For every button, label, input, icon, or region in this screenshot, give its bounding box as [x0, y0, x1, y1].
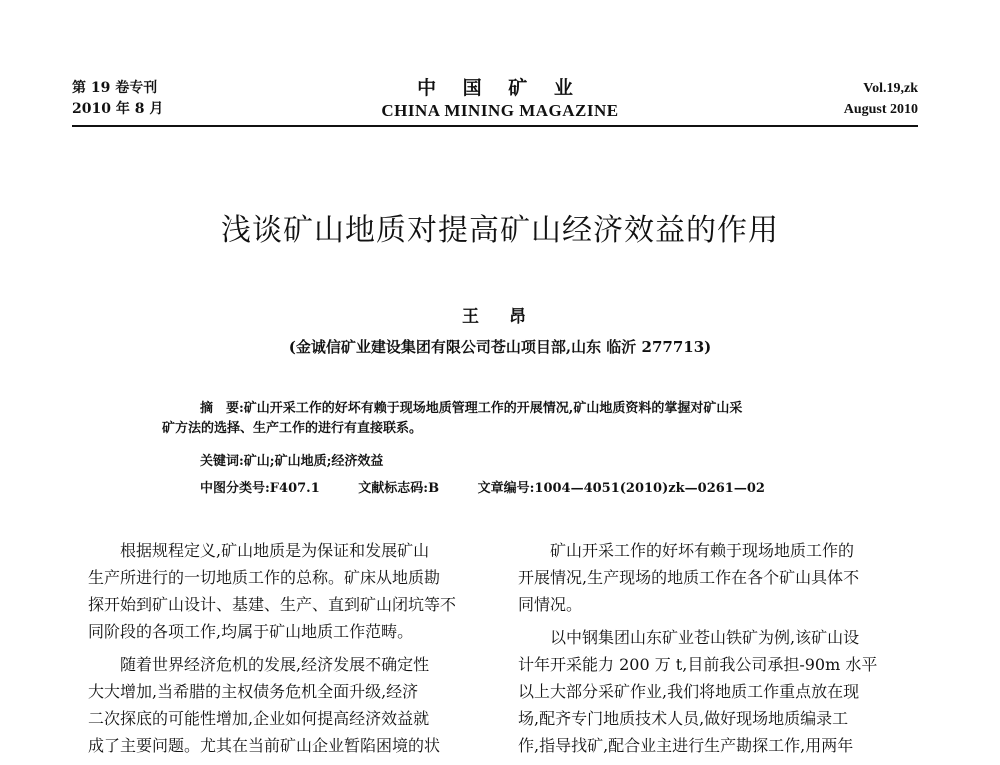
- journal-name-en: CHINA MINING MAGAZINE: [381, 101, 619, 120]
- text-line: 成了主要问题。尤其在当前矿山企业暂陷困境的状: [88, 736, 441, 755]
- clc-number: 中图分类号:F407.1: [200, 481, 320, 496]
- text-line: 二次探底的可能性增加,企业如何提高经济效益就: [88, 709, 430, 728]
- text-line: 开展情况,生产现场的地质工作在各个矿山具体不: [518, 568, 860, 587]
- text-line: 生产所进行的一切地质工作的总称。矿床从地质勘: [88, 568, 441, 587]
- text-line: 随着世界经济危机的发展,经济发展不确定性: [120, 655, 430, 674]
- text-line: 大大增加,当希腊的主权债务危机全面升级,经济: [88, 682, 419, 701]
- abstract-line: 矿方法的选择、生产工作的进行有直接联系。: [162, 421, 423, 436]
- text-line: 矿山开采工作的好坏有赖于现场地质工作的: [550, 541, 855, 560]
- text-line: 计年开采能力 200 万 t,目前我公司承担-90m 水平: [518, 655, 878, 674]
- text-line: 场,配齐专门地质技术人员,做好现场地质编录工: [518, 709, 849, 728]
- abstract-line: 摘 要:矿山开采工作的好坏有赖于现场地质管理工作的开展情况,矿山地质资料的掌握对矿山采: [200, 401, 743, 416]
- text-line: 以上大部分采矿作业,我们将地质工作重点放在现: [518, 682, 860, 701]
- body-column-left: [88, 537, 488, 765]
- paragraph: [88, 651, 488, 759]
- issue-date-en: August 2010: [843, 102, 918, 117]
- header-rule: [72, 125, 918, 127]
- classification-line: [162, 479, 862, 499]
- issue-date-cn: 2010 年 8 月: [72, 101, 164, 117]
- text-line: 探开始到矿山设计、基建、生产、直到矿山闭坑等不: [88, 595, 457, 614]
- abstract: [162, 399, 862, 439]
- text-line: 作,指导找矿,配合业主进行生产勘探工作,用两年: [518, 736, 854, 755]
- paragraph: [518, 537, 918, 618]
- volume-label: 第 19 卷专刊: [72, 80, 158, 96]
- journal-name-cn: 中 国 矿 业: [417, 77, 583, 99]
- body-column-right: [518, 537, 918, 765]
- article-title: 浅谈矿山地质对提高矿山经济效益的作用: [221, 213, 779, 248]
- volume-label-en: Vol.19,zk: [863, 81, 918, 96]
- author-affiliation: (金诚信矿业建设集团有限公司苍山项目部,山东 临沂 277713): [288, 338, 712, 356]
- article-number: 文章编号:1004—4051(2010)zk—0261—02: [477, 481, 765, 496]
- document-code: 文献标志码:B: [358, 481, 440, 496]
- keywords: 关键词:矿山;矿山地质;经济效益: [200, 454, 384, 469]
- paragraph: [88, 537, 488, 645]
- text-line: 根据规程定义,矿山地质是为保证和发展矿山: [120, 541, 430, 560]
- author-name: 王 昂: [462, 307, 538, 327]
- text-line: 同情况。: [518, 595, 583, 614]
- text-line: 同阶段的各项工作,均属于矿山地质工作范畴。: [88, 622, 414, 641]
- journal-issue-info-en: [844, 78, 918, 120]
- text-line: 以中钢集团山东矿业苍山铁矿为例,该矿山设: [550, 628, 860, 647]
- paragraph: [518, 624, 918, 759]
